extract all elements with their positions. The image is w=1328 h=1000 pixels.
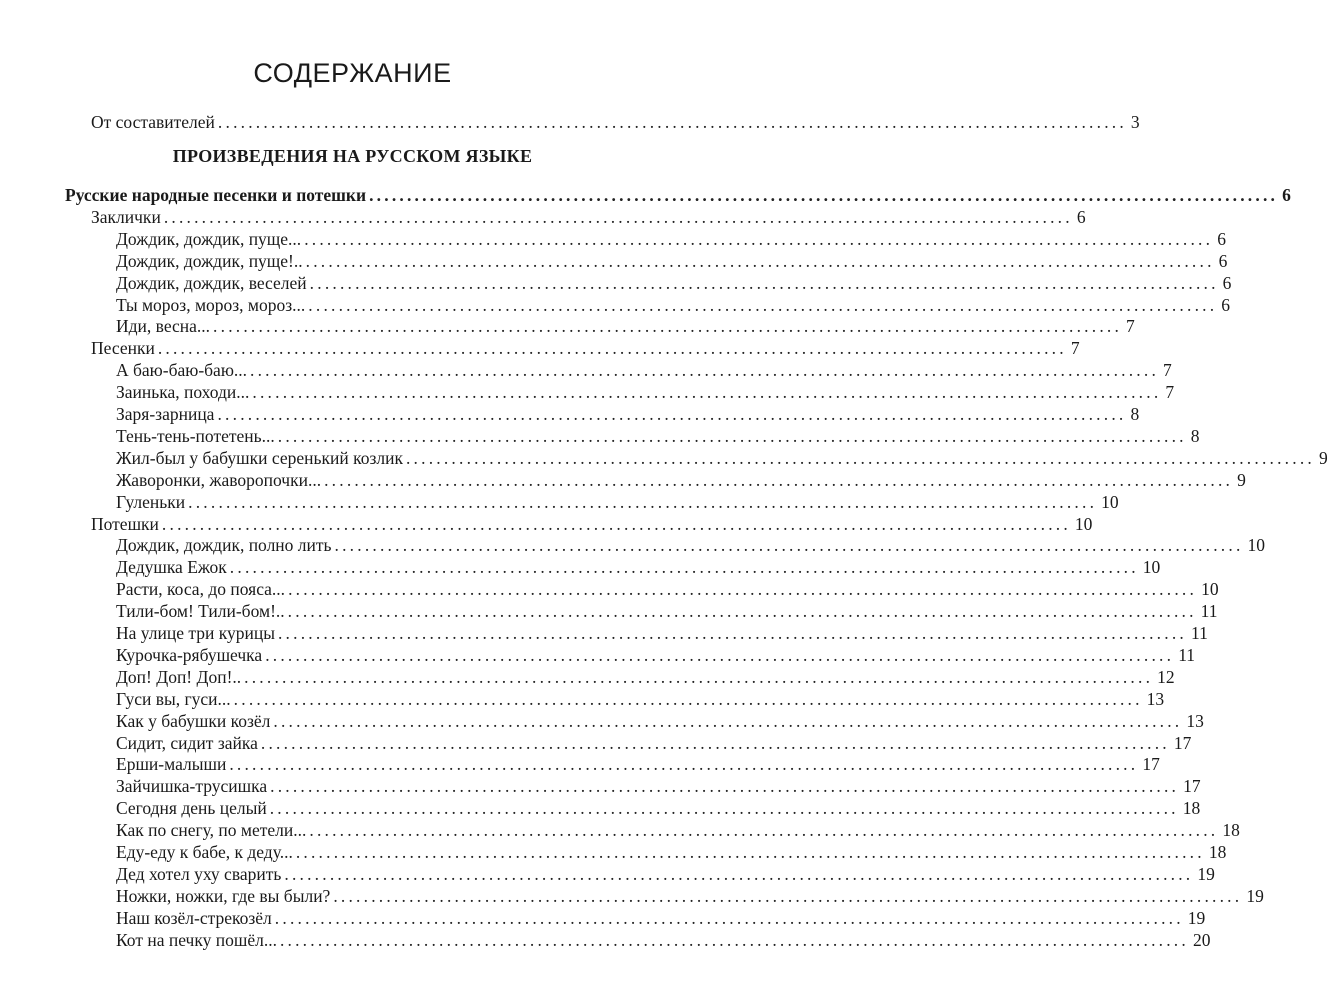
toc-entry-label: Кот на печку пошёл... [116,929,277,950]
toc-entry-page: 7 [1165,382,1175,403]
toc-entry-label: Дедушка Ежок [116,557,227,578]
toc-entry[interactable] [116,841,1227,863]
toc-entry[interactable] [116,250,1228,272]
dot-leader: ........................................................................................................................ [308,294,1218,315]
toc-entry-page: 8 [1130,404,1140,424]
toc-entry-label: Расти, коса, до пояса... [116,579,286,600]
toc-entry-label: Дождик, дождик, полно лить [116,535,332,556]
toc-entry[interactable] [91,337,1080,359]
toc-entry-label: Сегодня день целый [116,798,267,819]
toc-entry[interactable] [116,732,1192,754]
toc-entry-label: Жил-был у бабушки серенький козлик [116,447,403,468]
toc-entry[interactable] [116,447,1328,469]
toc-entry-page: 18 [1222,820,1240,841]
toc-entry[interactable] [116,644,1196,666]
dot-leader: ........................................................................................................................ [274,907,1184,928]
dot-leader: ........................................................................................................................ [213,316,1123,337]
toc-entry[interactable] [116,359,1172,381]
toc-entry[interactable] [116,929,1211,951]
toc-entry-page: 13 [1186,710,1204,731]
dot-leader: ........................................................................................................................ [217,112,1127,132]
toc-entry-label: Заря-зарница [116,404,215,424]
dot-leader: ........................................................................................................................ [233,688,1143,709]
toc-entry[interactable] [91,513,1093,535]
toc-entry-page: 17 [1183,776,1201,797]
toc-entry-label: Как у бабушки козёл [116,710,271,731]
toc-entry[interactable] [116,907,1206,929]
toc-entry-page: 19 [1187,907,1206,928]
toc-entry-label: Жаворонки, жаворопочки... [116,469,322,490]
toc-entry-page: 6 [1217,228,1226,249]
toc-entry-page: 17 [1173,732,1192,753]
toc-entry[interactable] [116,666,1175,688]
toc-entry[interactable] [116,403,1140,425]
toc-entry[interactable] [116,710,1204,732]
toc-entry[interactable] [116,469,1246,491]
dot-leader: ........................................................................................................................ [265,644,1175,665]
dot-leader: ........................................................................................................................ [161,513,1071,534]
dot-leader: ........................................................................................................................ [288,579,1198,600]
toc-entry[interactable] [65,184,1291,206]
toc-entry-page: 19 [1246,885,1264,906]
toc-entry-page: 19 [1197,863,1215,884]
dot-leader: ........................................................................................................................ [252,382,1162,403]
toc-entry-page: 11 [1190,623,1208,643]
dot-leader: ........................................................................................................................ [287,601,1197,622]
dot-leader: ........................................................................................................................ [277,623,1187,643]
toc-entry[interactable] [116,753,1160,775]
toc-entry-page: 7 [1126,316,1135,337]
toc-entry-page: 11 [1200,601,1218,622]
dot-leader: ........................................................................................................................ [309,820,1219,841]
dot-leader: ........................................................................................................................ [244,666,1154,687]
toc-entry-page: 10 [1074,513,1093,534]
toc-entry-label: Ерши-малыши [116,754,227,775]
toc-entry[interactable] [116,578,1219,600]
toc-entry[interactable] [116,688,1165,710]
toc-entry[interactable] [116,425,1200,447]
dot-leader: ........................................................................................................................ [270,776,1180,797]
dot-leader: ........................................................................................................................ [217,404,1127,424]
dot-leader: ........................................................................................................................ [324,469,1234,490]
toc-entry-label: А баю-баю-баю... [116,360,248,381]
toc-entry[interactable] [116,315,1135,337]
toc-entry-page: 9 [1318,447,1328,468]
dot-leader: ........................................................................................................................ [369,185,1279,205]
toc-entry[interactable] [116,228,1226,250]
dot-leader: ........................................................................................................................ [405,447,1315,468]
toc-entry-page: 10 [1201,579,1219,600]
toc-entry-page: 11 [1178,644,1196,665]
toc-entry-label: Как по снегу, по метели... [116,820,307,841]
toc-entry-page: 6 [1222,272,1232,293]
toc-entry[interactable] [116,775,1201,797]
toc-entry[interactable] [116,622,1208,644]
toc-entry-page: 12 [1157,666,1175,687]
dot-leader: ........................................................................................................................ [260,732,1170,753]
toc-entry-label: Курочка-рябушечка [116,644,263,665]
dot-leader: ........................................................................................................................ [333,885,1243,906]
toc-entry-label: Тили-бом! Тили-бом!.. [116,601,285,622]
toc-entry[interactable] [91,206,1086,228]
toc-entry-label: Дождик, дождик, пуще!.. [116,250,303,271]
toc-entry-page: 6 [1282,185,1291,205]
toc-entry-label: Еду-еду к бабе, к деду... [116,842,293,862]
dot-leader: ........................................................................................................................ [229,754,1139,775]
toc-entry-page: 6 [1218,250,1228,271]
toc-entry-page: 10 [1247,535,1266,556]
dot-leader: ........................................................................................................................ [273,710,1183,731]
toc-entry[interactable] [116,556,1161,578]
toc-entry[interactable] [116,885,1264,907]
toc-entry[interactable] [116,272,1232,294]
dot-leader: ........................................................................................................................ [229,557,1139,578]
toc-entry-page: 10 [1142,557,1161,578]
toc-entry-label: Дождик, дождик, пуще... [116,228,302,249]
dot-leader: ........................................................................................................................ [163,206,1073,227]
toc-entry-page: 13 [1146,688,1165,709]
toc-entry-label: Гуленьки [116,491,186,512]
toc-entry[interactable] [116,819,1240,841]
toc-entry-label: Доп! Доп! Доп!.. [116,666,242,687]
toc-entry-label: Заинька, походи... [116,382,250,403]
toc-entry-page: 10 [1101,491,1119,512]
toc-entry-page: 8 [1190,425,1200,446]
toc-entry-label: Русские народные песенки и потешки [65,185,367,205]
dot-leader: ........................................................................................................................ [334,535,1244,556]
toc-entry-label: Ты мороз, мороз, мороз... [116,294,306,315]
toc-entry-page: 6 [1076,206,1086,227]
page-title: СОДЕРЖАНИЕ [253,58,452,88]
toc-entry-label: Тень-тень-потетень... [116,425,275,446]
toc-entry-label: Заклички [91,206,161,227]
dot-leader: ........................................................................................................................ [304,228,1214,249]
toc-entry-label: Гуси вы, гуси... [116,688,231,709]
toc-entry-page: 7 [1070,338,1080,359]
toc-entry-label: Дождик, дождик, веселей [116,272,307,293]
toc-entry-page: 9 [1237,469,1246,490]
toc-entry-label: Песенки [91,338,155,359]
toc-entry[interactable] [116,491,1119,513]
dot-leader: ........................................................................................................................ [188,491,1098,512]
dot-leader: ........................................................................................................................ [305,250,1215,271]
dot-leader: ........................................................................................................................ [284,863,1194,884]
toc-entry-page: 17 [1142,754,1160,775]
toc-entry-page: 18 [1182,798,1201,819]
toc-entry-label: Наш козёл-стрекозёл [116,907,272,928]
toc-entry[interactable] [116,534,1266,556]
toc-entry[interactable] [116,600,1218,622]
dot-leader: ........................................................................................................................ [309,272,1219,293]
dot-leader: ........................................................................................................................ [157,338,1067,359]
toc-entry-page: 6 [1221,294,1231,315]
toc-entry[interactable] [116,863,1215,885]
toc-entry[interactable] [116,294,1231,316]
toc-entry[interactable] [116,797,1201,819]
toc-entry-label: Ножки, ножки, где вы были? [116,885,331,906]
dot-leader: ........................................................................................................................ [295,842,1205,862]
toc-entry-intro[interactable] [91,111,1140,133]
dot-leader: ........................................................................................................................ [269,798,1179,819]
toc-entry-label: От составителей [91,112,215,132]
toc-entry-label: Сидит, сидит зайка [116,732,258,753]
toc-entry-label: Иди, весна... [116,316,211,337]
toc-entry-label: Потешки [91,513,159,534]
toc-entry-page: 7 [1163,360,1172,381]
dot-leader: ........................................................................................................................ [279,929,1189,950]
toc-entry-page: 3 [1130,112,1140,132]
dot-leader: ........................................................................................................................ [250,360,1160,381]
toc-entry-label: На улице три курицы [116,623,275,643]
section-heading: ПРОИЗВЕДЕНИЯ НА РУССКОМ ЯЗЫКЕ [172,146,533,166]
toc-entry-label: Зайчишка-трусишка [116,776,268,797]
toc-entry-page: 18 [1208,842,1227,862]
toc-entry-label: Дед хотел уху сварить [116,863,282,884]
toc-entry-page: 20 [1192,929,1211,950]
dot-leader: ........................................................................................................................ [277,425,1187,446]
toc-entry[interactable] [116,381,1175,403]
